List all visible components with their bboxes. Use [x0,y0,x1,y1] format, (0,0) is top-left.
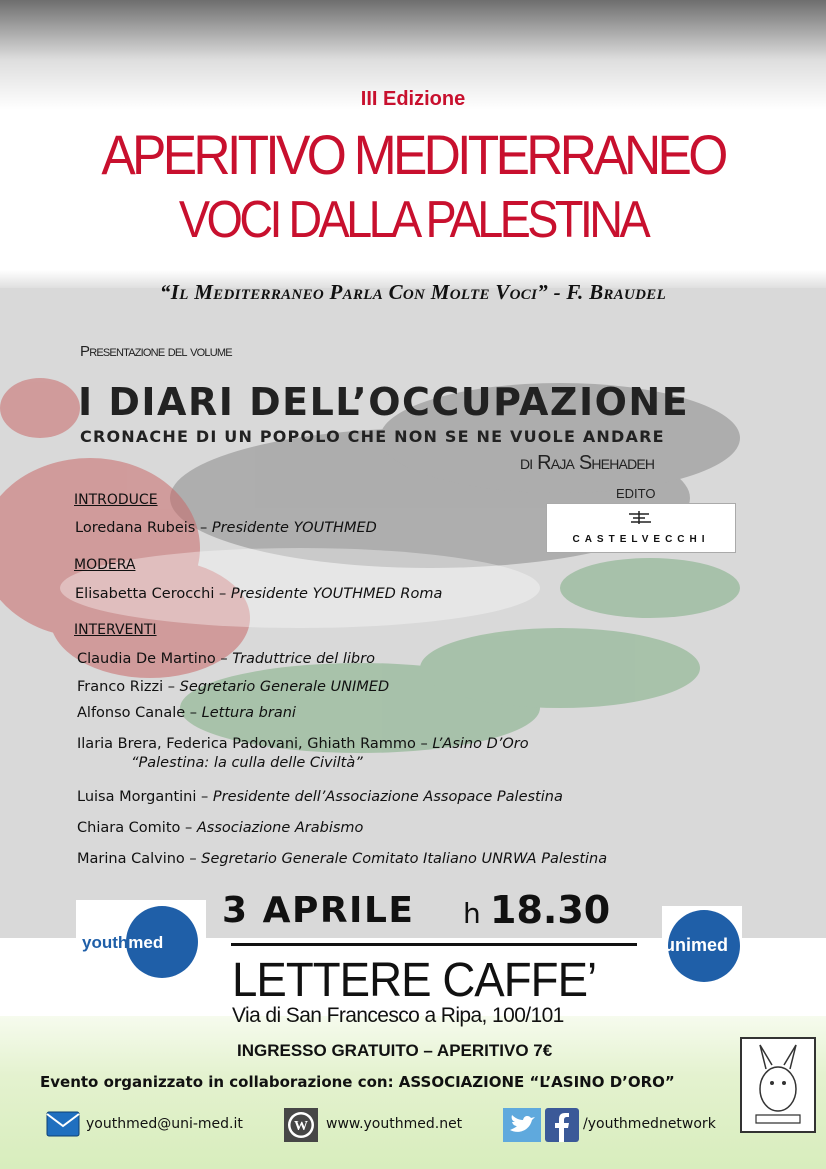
website-contact[interactable] [284,1108,484,1142]
admission-info: INGRESSO GRATUITO – APERITIVO 7€ [237,1041,553,1060]
speaker-role: L’Asino D’Oro [432,736,529,752]
presentation-label: Presentazione del volume [80,343,232,360]
divider-line [231,943,637,946]
speaker-role: Lettura brani [201,705,296,721]
speaker-row [77,705,296,721]
speaker-name: Ilaria Brera, Federica Padovani, Ghiath Rammo – [77,736,433,752]
speaker-row [77,820,363,836]
event-title: APERITIVO MEDITERRANEO [101,123,725,186]
twitter-icon[interactable] [503,1108,541,1142]
book-title: I DIARI DELL’OCCUPAZIONE [78,380,690,424]
wordpress-icon [284,1108,318,1142]
modera-speaker [75,586,442,602]
email-address[interactable]: youthmed@uni-med.it [86,1116,243,1132]
introduce-heading: INTRODUCE [74,492,158,508]
speaker-role: Presidente YOUTHMED [211,520,377,536]
donkey-icon [742,1039,814,1131]
castelvecchi-wordmark: CASTELVECCHI [572,534,710,545]
braudel-quote: “Il Mediterraneo Parla Con Molte Voci” - F. Braudel [159,280,667,304]
speaker-role: “Palestina: la culla delle Civiltà” [131,755,363,771]
book-author: di Raja Shehadeh [520,452,655,474]
speaker-role: Presidente dell’Associazione Assopace Palestina [212,789,563,805]
book-subtitle: CRONACHE DI UN POPOLO CHE NON SE NE VUOLE ANDARE [80,427,665,446]
youthmed-word-a: youth [82,933,129,952]
speaker-row [77,651,375,667]
event-hour-prefix: h [463,897,481,930]
speaker-name: Claudia De Martino – [77,651,233,667]
footer-green-band [0,1016,826,1169]
speaker-role: Associazione Arabismo [196,820,364,836]
speaker-row [77,679,389,695]
venue-address: Via di San Francesco a Ripa, 100/101 [232,1004,564,1027]
event-date: 3 APRILE [222,890,415,931]
speaker-role: Presidente YOUTHMED Roma [230,586,443,602]
facebook-icon[interactable] [545,1108,579,1142]
modera-heading: MODERA [74,557,136,573]
publisher-label: EDITO [616,486,656,501]
castelvecchi-logo [546,503,736,553]
social-handle[interactable]: /youthmednetwork [583,1116,716,1132]
asino-doro-logo [740,1037,816,1133]
collaboration-note: Evento organizzato in collaborazione con: ASSOCIAZIONE “L’ASINO D’ORO” [40,1073,675,1091]
event-subtitle: VOCI DALLA PALESTINA [178,191,648,249]
website-url[interactable]: www.youthmed.net [326,1116,463,1132]
svg-text:W: W [294,1119,308,1134]
speaker-row [77,736,529,752]
speaker-role: Segretario Generale UNIMED [179,679,390,695]
edition-label: III Edizione [360,88,466,110]
email-contact[interactable] [46,1108,276,1142]
speaker-name: Loredana Rubeis – [75,520,212,536]
speaker-name: Alfonso Canale – [77,705,202,721]
social-contact[interactable] [503,1108,743,1142]
speaker-name: Franco Rizzi – [77,679,180,695]
speaker-role: Segretario Generale Comitato Italiano UNRWA Palestina [201,851,608,867]
unimed-wordmark: unimed [664,935,729,955]
speaker-name: Marina Calvino – [77,851,202,867]
speaker-row-continued [131,755,363,771]
youthmed-word-b: med [128,933,164,952]
castelvecchi-mark-icon [625,510,655,526]
speaker-row [77,789,563,805]
speaker-name: Elisabetta Cerocchi – [75,586,231,602]
venue-name: LETTERE CAFFE’ [232,954,597,1007]
interventi-heading: INTERVENTI [74,622,157,638]
unimed-logo [662,906,742,986]
youthmed-wordmark [82,933,163,953]
speaker-role: Traduttrice del libro [232,651,375,667]
envelope-icon [46,1110,80,1138]
speaker-row [77,851,607,867]
event-time: 18.30 [490,888,611,932]
youthmed-logo [76,900,206,978]
speaker-name: Chiara Comito – [77,820,197,836]
speaker-name: Luisa Morgantini – [77,789,213,805]
introduce-speaker [75,520,377,536]
